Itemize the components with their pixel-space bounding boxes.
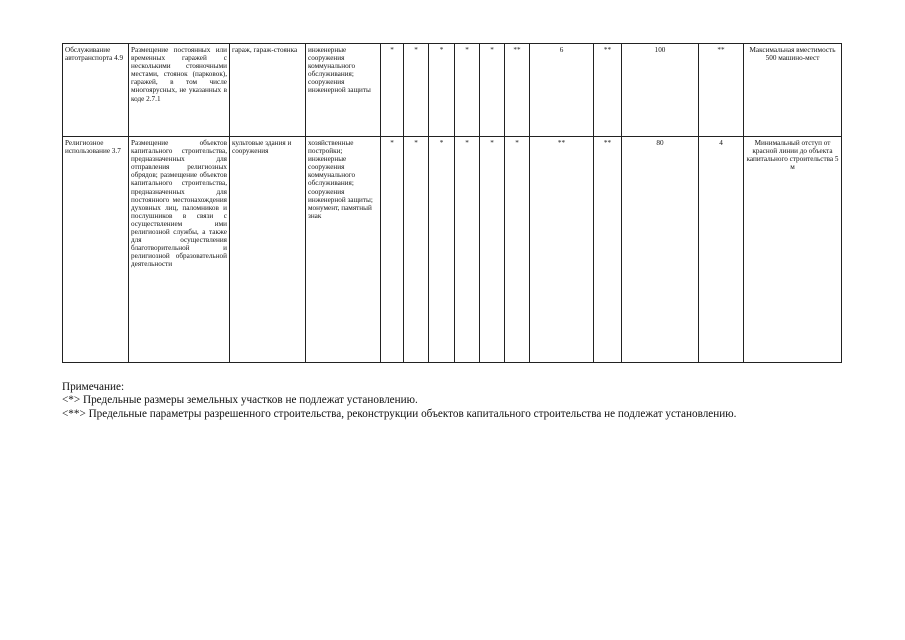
footnote-double-star: <**> Предельные параметры разрешенного строительства, реконструкции объектов капитального строительства не подлежат установлению. [62, 407, 737, 420]
note-cell: Максимальная вместимость 500 машино-мест [744, 44, 842, 137]
param-cell: * [480, 137, 505, 363]
param-cell: ** [594, 137, 622, 363]
param-cell: ** [505, 44, 530, 137]
param-cell: * [429, 137, 455, 363]
main-use-cell: гараж, гараж-стоянка [230, 44, 306, 137]
param-cell: * [455, 137, 480, 363]
note-cell: Минимальный отступ от красной линии до объекта капитального строительства 5 м [744, 137, 842, 363]
zoning-table [62, 43, 842, 363]
aux-use-cell: хозяйственные постройки; инженерные сооружения коммунального обслуживания; сооружения инженерной защиты; монумент, памятный знак [306, 137, 381, 363]
table-row [63, 44, 842, 137]
table-row [63, 137, 842, 363]
aux-use-cell: инженерные сооружения коммунального обслуживания; сооружения инженерной защиты [306, 44, 381, 137]
zoning-table-wrapper [62, 43, 841, 363]
notes-heading: Примечание: [62, 381, 125, 393]
param-cell: * [404, 137, 429, 363]
param-cell: * [505, 137, 530, 363]
param-cell: 6 [530, 44, 594, 137]
param-cell: * [404, 44, 429, 137]
param-cell: * [381, 44, 404, 137]
use-description-cell: Размещение объектов капитального строительства, предназначенных для отправления религиозных обрядов; размещение объектов капитального строительства, предназначенных для постоянного местонахождения духовных лиц, паломников и послушников в связи с осуществлением ими религиозной службы, а также для осуществления благотворительной и религиозной образовательной деятельности [129, 137, 230, 363]
param-cell: ** [530, 137, 594, 363]
param-cell: 80 [622, 137, 699, 363]
main-use-cell: культовые здания и сооружения [230, 137, 306, 363]
param-cell: * [455, 44, 480, 137]
use-description-cell: Размещение постоянных или временных гаражей с несколькими стояночными местами, стоянок (парковок), гаражей, в том числе многоярусных, не указанных в коде 2.7.1 [129, 44, 230, 137]
param-cell: ** [699, 44, 744, 137]
param-cell: * [429, 44, 455, 137]
param-cell: 4 [699, 137, 744, 363]
use-name-cell: Религиозное использование 3.7 [63, 137, 129, 363]
param-cell: ** [594, 44, 622, 137]
footnote-single-star: <*> Предельные размеры земельных участков не подлежат установлению. [62, 394, 418, 407]
param-cell: * [381, 137, 404, 363]
use-name-cell: Обслуживание автотранспорта 4.9 [63, 44, 129, 137]
param-cell: * [480, 44, 505, 137]
param-cell: 100 [622, 44, 699, 137]
footnotes [62, 381, 842, 421]
